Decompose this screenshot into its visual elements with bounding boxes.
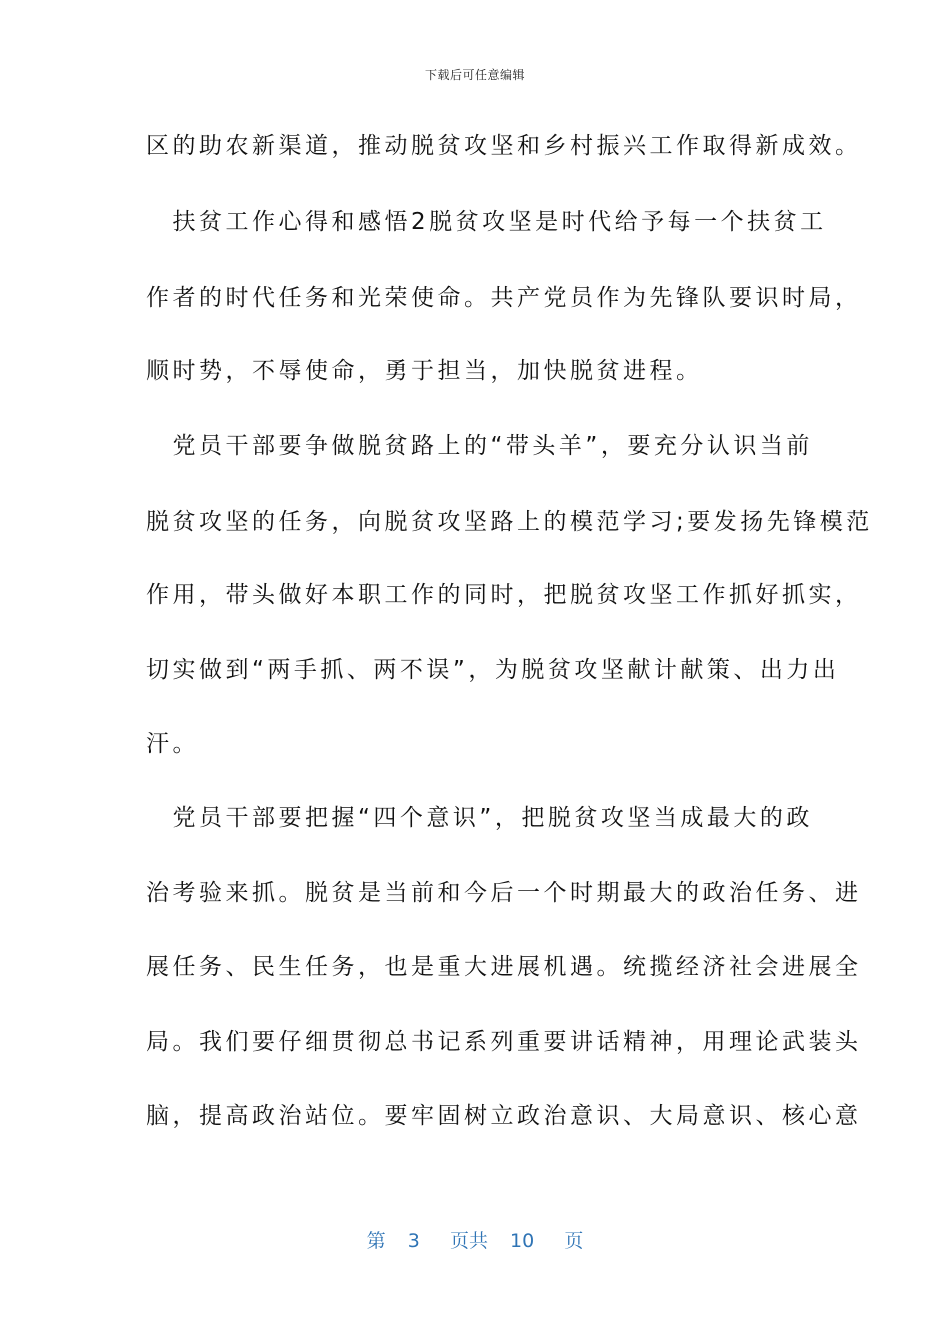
text-line: 党员干部要把握“四个意识”，把脱贫攻坚当成最大的政 — [146, 805, 813, 831]
page-number: 3 — [407, 1230, 420, 1252]
text-line: 切实做到“两手抓、两不误”，为脱贫攻坚献计献策、出力出 — [146, 657, 840, 683]
text-line: 顺时势，不辱使命，勇于担当，加快脱贫进程。 — [146, 358, 703, 384]
page-label-prefix: 第 — [366, 1230, 386, 1252]
page-header: 下载后可任意编辑 — [424, 68, 525, 82]
page-label-suffix: 页 — [564, 1230, 584, 1252]
total-pages: 10 — [510, 1230, 535, 1252]
text-line: 作者的时代任务和光荣使命。共产党员作为先锋队要识时局， — [146, 285, 862, 311]
text-line: 局。我们要仔细贯彻总书记系列重要讲话精神，用理论武装头 — [146, 1029, 862, 1055]
text-line: 作用，带头做好本职工作的同时，把脱贫攻坚工作抓好抓实， — [146, 582, 862, 608]
text-line: 脑，提高政治站位。要牢固树立政治意识、大局意识、核心意 — [146, 1103, 862, 1129]
text-line: 治考验来抓。脱贫是当前和今后一个时期最大的政治任务、进 — [146, 880, 862, 906]
page-label-mid: 页共 — [449, 1230, 488, 1252]
text-line: 展任务、民生任务，也是重大进展机遇。统揽经济社会进展全 — [146, 954, 862, 980]
text-line: 脱贫攻坚的任务，向脱贫攻坚路上的模范学习;要发扬先锋模范 — [146, 509, 873, 535]
text-line: 党员干部要争做脱贫路上的“带头羊”，要充分认识当前 — [146, 433, 813, 459]
text-line: 汗。 — [146, 731, 199, 757]
page-footer — [0, 1226, 950, 1253]
text-line: 扶贫工作心得和感悟2脱贫攻坚是时代给予每一个扶贫工 — [146, 209, 827, 235]
text-line: 区的助农新渠道，推动脱贫攻坚和乡村振兴工作取得新成效。 — [146, 133, 862, 159]
